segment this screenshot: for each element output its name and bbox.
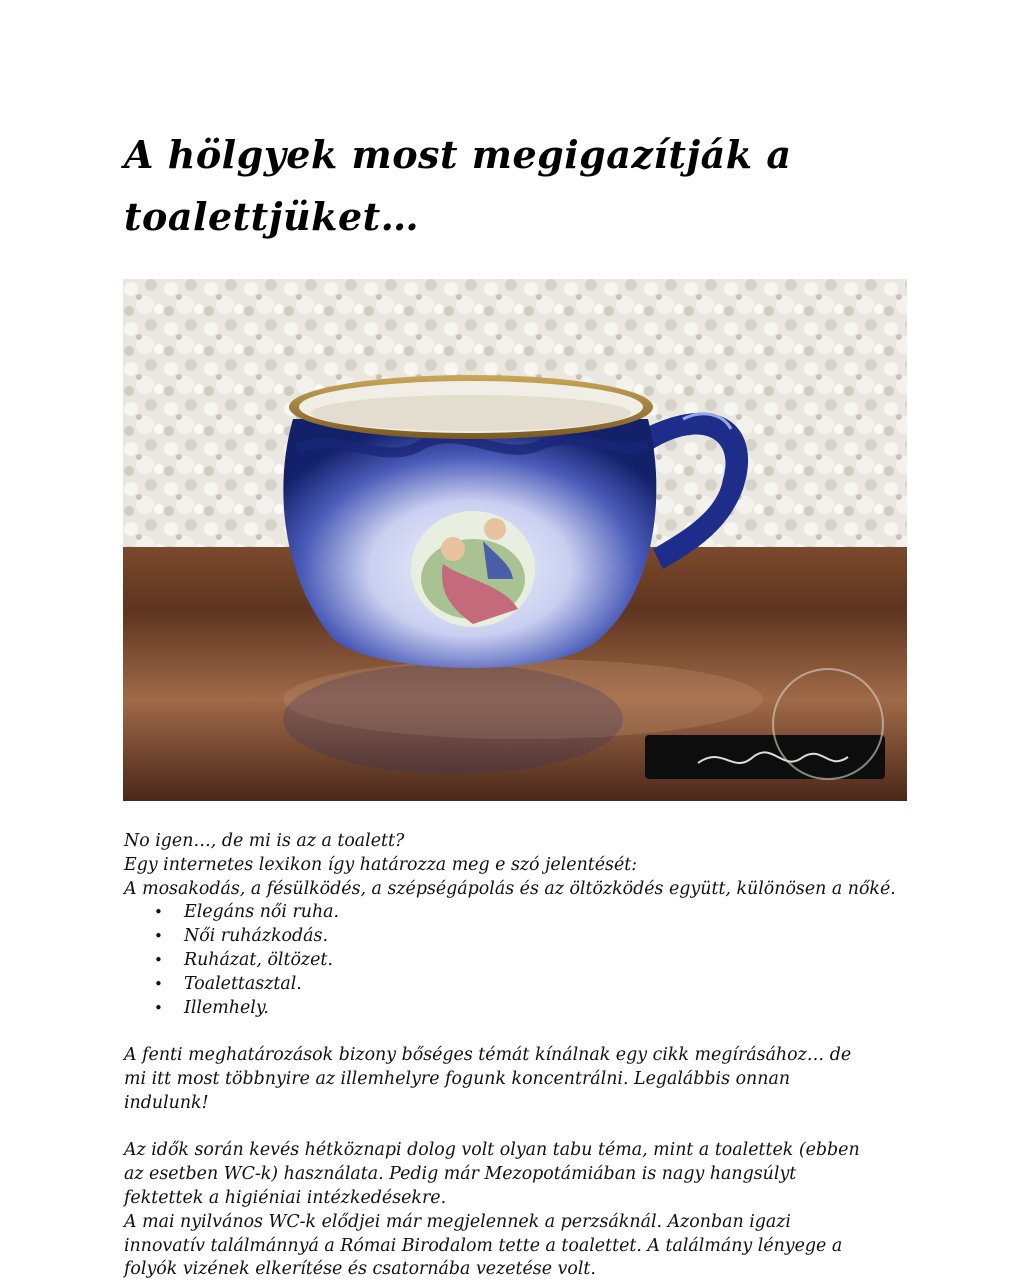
paragraph-line: indulunk! [124, 1092, 209, 1113]
list-item: • Ruházat, öltözet. [184, 949, 924, 973]
paragraph-line: fektettek a higiéniai intézkedésekre. [124, 1187, 447, 1208]
bullet-icon: • [154, 974, 163, 993]
list-item: • Elegáns női ruha. [184, 901, 924, 925]
bullet-icon: • [154, 950, 163, 969]
list-item: • Női ruházkodás. [184, 925, 924, 949]
intro-lexicon: Egy internetes lexikon így határozza meg e szó jelentését: [124, 854, 638, 875]
list-item: • Illemhely. [184, 997, 924, 1021]
paragraph-line: az esetben WC-k) használata. Pedig már Mezopotámiában is nagy hangsúlyt [124, 1164, 797, 1185]
paragraph-line: innovatív találmánnyá a Római Birodalom tette a toalettet. A találmány lényege a [124, 1235, 843, 1256]
paragraph-line: A mai nyilvános WC-k elődjei már megjelennek a perzsáknál. Azonban igazi [124, 1211, 791, 1232]
definition-list [124, 901, 924, 1020]
bullet-icon: • [154, 998, 163, 1017]
list-item: • Toalettasztal. [184, 973, 924, 997]
page-title: A hölgyek most megigazítják a toalettjüket… [124, 132, 792, 239]
paragraph-line: folyók vizének elkerítése és csatornába vezetése volt. [124, 1259, 596, 1280]
paragraph-line: Az idők során kevés hétköznapi dolog volt olyan tabu téma, mint a toalettek (ebben [124, 1140, 860, 1161]
bullet-icon: • [154, 903, 163, 922]
article-body [124, 830, 924, 1282]
bullet-icon: • [154, 927, 163, 946]
intro-definition: A mosakodás, a fésülködés, a szépségápolás és az öltözködés együtt, különösen a nőké. [124, 878, 896, 899]
intro-question: No igen…, de mi is az a toalett? [124, 831, 405, 851]
paragraph-line: mi itt most többnyire az illemhelyre fogunk koncentrálni. Legalábbis onnan [124, 1068, 791, 1089]
chamber-pot-photo [123, 279, 907, 801]
paragraph-line: A fenti meghatározások bizony bőséges témát kínálnak egy cikk megírásához… de [124, 1045, 852, 1066]
